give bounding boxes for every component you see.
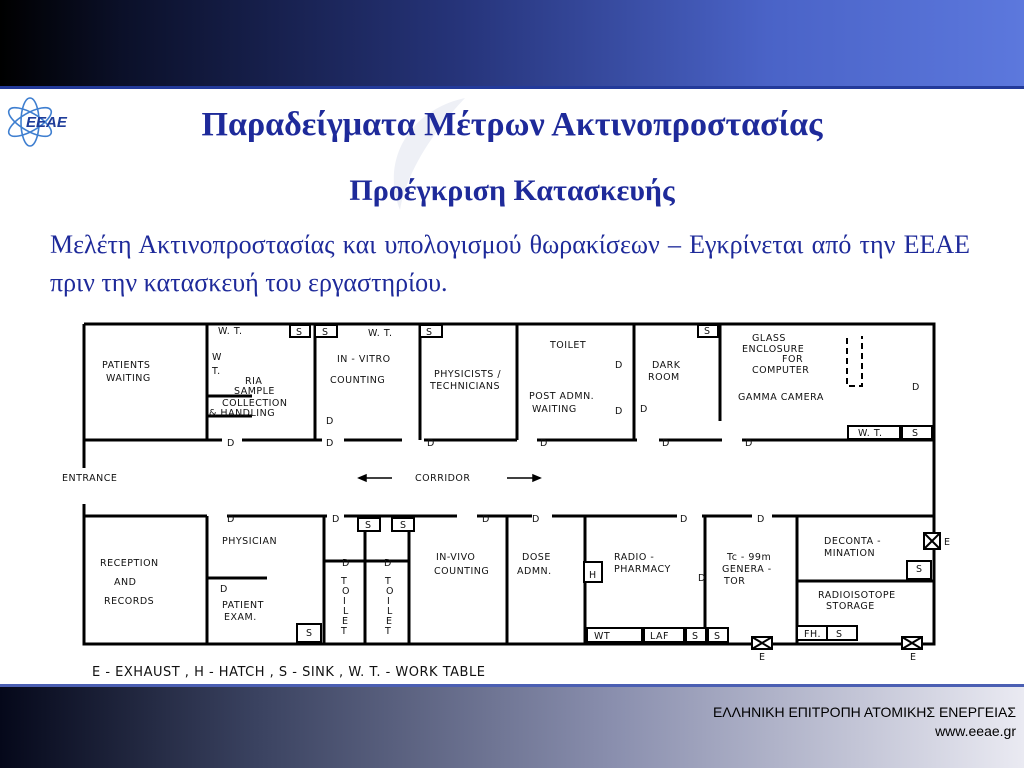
bench-sink-label-2: S (714, 631, 721, 642)
exhaust-label-2: E (759, 652, 766, 663)
room-patient-exam-line2: EXAM. (224, 612, 257, 623)
sink-label-1: S (296, 327, 303, 338)
footer (713, 703, 1016, 741)
glass-enclosure-outline (847, 336, 862, 386)
door-label-13: D (332, 514, 340, 525)
door-label-2: D (326, 416, 334, 427)
room-glass-line2: ENCLOSURE (742, 344, 805, 355)
room-radio-pharmacy-line1: RADIO - (614, 552, 655, 563)
door-label-7: D (615, 406, 623, 417)
room-post-admn-line1: POST ADMN. (529, 391, 595, 402)
door-label-9: D (662, 438, 670, 449)
room-patients-waiting-line2: WAITING (106, 373, 151, 384)
door-label-15: D (532, 514, 540, 525)
exhaust-label-1: E (944, 537, 951, 548)
wt-label-invitro: W. T. (368, 328, 393, 339)
svg-text:O: O (342, 586, 350, 597)
door-label-21: D (698, 573, 706, 584)
bench-fh-label: FH. (804, 629, 821, 640)
room-decontamination-line2: MINATION (824, 548, 876, 559)
door-label-16: D (680, 514, 688, 525)
door-label-1: D (227, 438, 235, 449)
door-label-10: D (745, 438, 753, 449)
wt-label-ria: W. T. (218, 326, 243, 337)
door-label-11: D (912, 382, 920, 393)
toilet-vertical-1 (340, 576, 350, 637)
room-ria-line4: & HANDLING (209, 408, 276, 419)
svg-text:T: T (385, 576, 392, 587)
room-ria-line3: COLLECTION (222, 398, 288, 409)
sink-label-7: S (916, 564, 923, 575)
door-label-17: D (757, 514, 765, 525)
svg-text:T: T (385, 626, 392, 637)
room-ria-line1: RIA (245, 376, 263, 387)
floor-plan-diagram (62, 316, 958, 688)
bench-laf-label: LAF (650, 631, 669, 642)
w-label-ria: W (212, 352, 222, 363)
room-dark-room-line1: DARK (652, 360, 681, 371)
door-label-20: D (220, 584, 228, 595)
room-post-admn-line2: WAITING (532, 404, 577, 415)
bench-wt-label: WT (594, 631, 611, 642)
room-glass-line3: FOR (782, 354, 804, 365)
svg-text:L: L (343, 606, 349, 617)
room-glass-line4: COMPUTER (752, 365, 810, 376)
eeae-logo (0, 92, 84, 152)
bench-sink-label-3: S (836, 629, 843, 640)
sink-label-3: S (426, 327, 433, 338)
door-label-3: D (326, 438, 334, 449)
svg-text:I: I (343, 596, 347, 607)
room-decontamination-line1: DECONTA - (824, 536, 882, 547)
sink-label-6: S (306, 628, 313, 639)
room-generator-line3: TOR (724, 576, 746, 587)
room-in-vivo-line2: COUNTING (434, 566, 490, 577)
slide-subtitle: Προέγκριση Κατασκευής (349, 174, 675, 207)
room-patients-waiting-line1: PATIENTS (102, 360, 151, 371)
room-physician: PHYSICIAN (222, 536, 278, 547)
room-in-vitro-line1: IN - VITRO (337, 354, 391, 365)
corridor-label: CORRIDOR (415, 473, 471, 484)
logo-text: ΕΕΑΕ (26, 114, 67, 131)
t-label-ria: T. (212, 366, 221, 377)
room-gamma-camera: GAMMA CAMERA (738, 392, 824, 403)
room-entrance: ENTRANCE (62, 473, 118, 484)
top-divider (0, 86, 1024, 89)
room-radio-pharmacy-line2: PHARMACY (614, 564, 671, 575)
svg-text:E: E (342, 616, 349, 627)
wt-label-gamma: W. T. (858, 428, 883, 439)
room-physicists-line2: TECHNICIANS (430, 381, 501, 392)
sink-label-gamma: S (912, 428, 919, 439)
room-generator-line2: GENERA - (722, 564, 772, 575)
footer-organization: ΕΛΛΗΝΙΚΗ ΕΠΙΤΡΟΠΗ ΑΤΟΜΙΚΗΣ ΕΝΕΡΓΕΙΑΣ (712, 704, 1016, 720)
room-dark-room-line2: ROOM (648, 372, 680, 383)
room-reception-line3: RECORDS (104, 596, 155, 607)
svg-text:O: O (386, 586, 394, 597)
room-toilet-top: TOILET (550, 340, 587, 351)
svg-text:I: I (387, 596, 391, 607)
top-banner (0, 0, 1024, 86)
svg-text:E: E (386, 616, 393, 627)
room-dose-admn-line1: DOSE (522, 552, 551, 563)
svg-text:L: L (387, 606, 393, 617)
sink-label-4: S (365, 520, 372, 531)
room-reception-line1: RECEPTION (100, 558, 159, 569)
room-reception-line2: AND (114, 577, 137, 588)
slide-title: Παραδείγματα Μέτρων Ακτινοπροστασίας (201, 106, 823, 143)
hatch-label: H (589, 570, 597, 581)
sink-label-darkroom: S (704, 326, 711, 337)
room-patient-exam-line1: PATIENT (222, 600, 264, 611)
door-label-18: D (342, 558, 350, 569)
room-generator-line1: Tc - 99m (727, 552, 772, 563)
room-radioisotope-line1: RADIOISOTOPE (818, 590, 896, 601)
door-label-19: D (384, 558, 392, 569)
room-radioisotope-line2: STORAGE (826, 601, 875, 612)
room-in-vitro-line2: COUNTING (330, 375, 386, 386)
footer-url[interactable]: www.eeae.gr (935, 723, 1016, 739)
toilet-vertical-2 (384, 576, 394, 637)
room-physicists-line1: PHYSICISTS / (434, 369, 502, 380)
door-label-8: D (640, 404, 648, 415)
bench-sink-label-1: S (692, 631, 699, 642)
door-label-5: D (540, 438, 548, 449)
svg-text:T: T (341, 576, 348, 587)
exhaust-label-3: E (910, 652, 917, 663)
svg-text:T: T (341, 626, 348, 637)
sink-label-5: S (400, 520, 407, 531)
room-in-vivo-line1: IN-VIVO (436, 552, 476, 563)
room-dose-admn-line2: ADMN. (517, 566, 552, 577)
door-label-14: D (482, 514, 490, 525)
room-glass-line1: GLASS (752, 333, 786, 344)
sink-label-2: S (322, 327, 329, 338)
slide-body-text: Μελέτη Ακτινοπροστασίας και υπολογισμού θωρακίσεων – Εγκρίνεται από την ΕΕΑΕ πριν την κατασκευή του εργαστηρίου. (50, 230, 970, 297)
door-label-4: D (427, 438, 435, 449)
door-label-6: D (615, 360, 623, 371)
room-ria-line2: SAMPLE (234, 386, 275, 397)
door-label-12: D (227, 514, 235, 525)
plan-legend: E - EXHAUST , H - HATCH , S - SINK , W. T. - WORK TABLE (92, 665, 486, 680)
